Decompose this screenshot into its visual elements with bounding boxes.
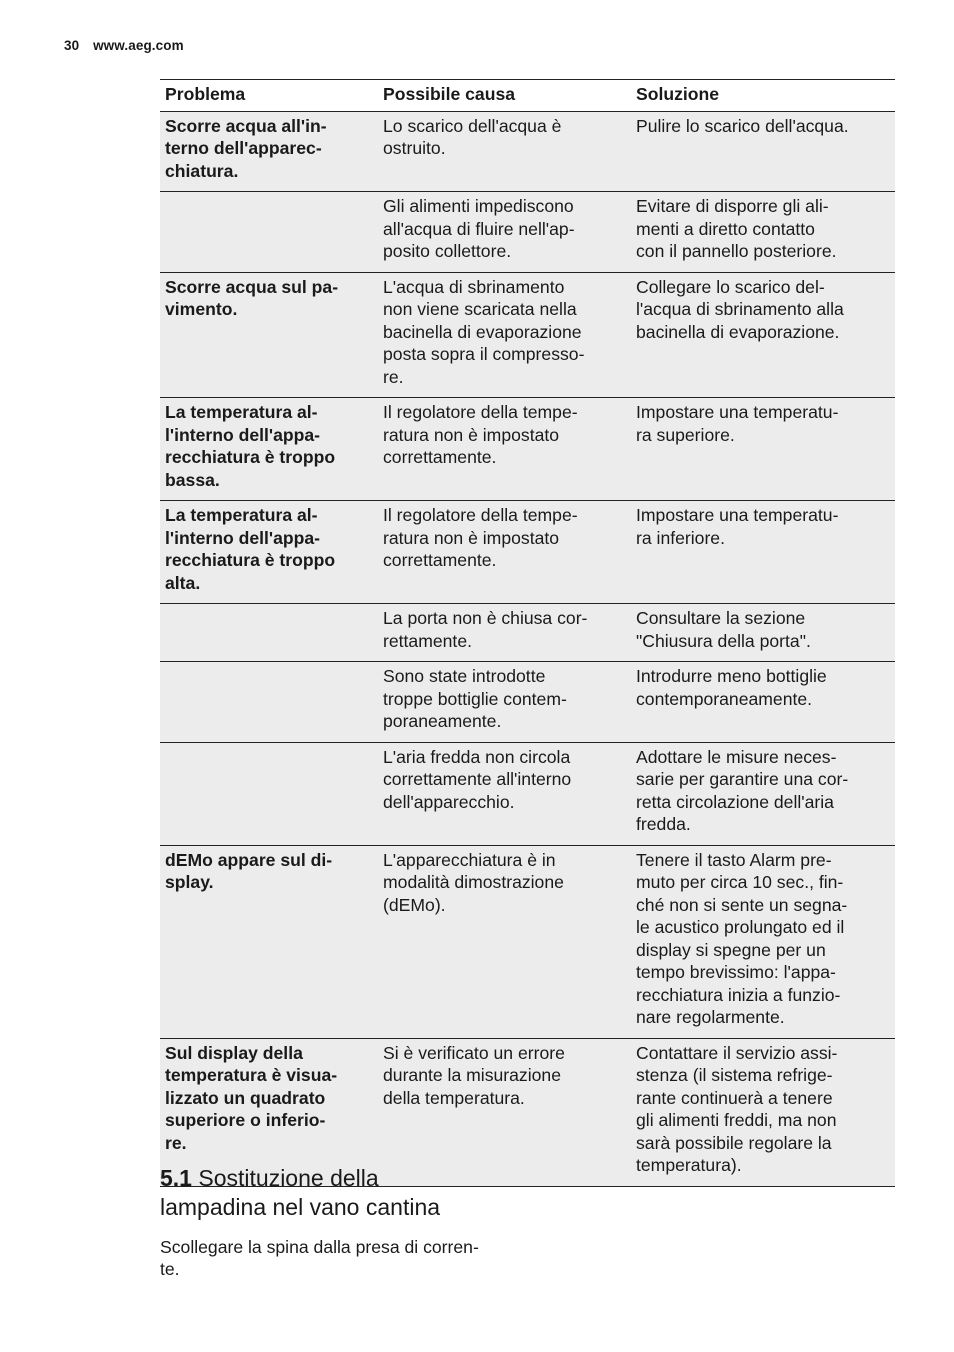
cell-problem: La temperatura al- l'interno dell'appa- recchiatura è troppo bassa. [160, 398, 378, 501]
cell-problem: Scorre acqua sul pa- vimento. [160, 272, 378, 398]
cell-solution: Contattare il servizio assi- stenza (il sistema refrige- rante continuerà a tenere gli alimenti freddi, ma non sarà possibile regolare la temperatura). [631, 1038, 895, 1186]
cell-solution: Pulire lo scarico dell'acqua. [631, 111, 895, 192]
column-header-cause: Possibile causa [378, 80, 631, 112]
table-row [160, 845, 895, 1038]
section-title-line2: lampadina nel vano cantina [160, 1194, 441, 1220]
cell-problem: Sul display della temperatura è visua- lizzato un quadrato superiore o inferio- re. [160, 1038, 378, 1186]
body-line-2: te. [160, 1259, 180, 1279]
cell-problem: Scorre acqua all'in- terno dell'apparec- chiatura. [160, 111, 378, 192]
cell-cause: L'acqua di sbrinamento non viene scaricata nella bacinella di evaporazione posta sopra il compresso- re. [378, 272, 631, 398]
table-header-row [160, 80, 895, 112]
cell-solution: Collegare lo scarico del- l'acqua di sbrinamento alla bacinella di evaporazione. [631, 272, 895, 398]
cell-problem [160, 662, 378, 743]
table-body [160, 111, 895, 1186]
cell-problem [160, 192, 378, 273]
troubleshooting-table [160, 79, 895, 1187]
table-row [160, 272, 895, 398]
table-row [160, 742, 895, 845]
table-row [160, 398, 895, 501]
page-number: 30 [64, 38, 80, 53]
body-line-1: Scollegare la spina dalla presa di corren- [160, 1237, 479, 1257]
section-body-text [160, 1236, 520, 1280]
cell-cause: Si è verificato un errore durante la misurazione della temperatura. [378, 1038, 631, 1186]
cell-cause: Gli alimenti impediscono all'acqua di fluire nell'ap- posito collettore. [378, 192, 631, 273]
cell-cause: Lo scarico dell'acqua è ostruito. [378, 111, 631, 192]
column-header-solution: Soluzione [631, 80, 895, 112]
cell-problem: La temperatura al- l'interno dell'appa- recchiatura è troppo alta. [160, 501, 378, 604]
table-row [160, 662, 895, 743]
table-row [160, 192, 895, 273]
section-number: 5.1 [160, 1165, 192, 1191]
cell-problem [160, 604, 378, 662]
cell-problem [160, 742, 378, 845]
website-link[interactable]: www.aeg.com [93, 38, 184, 53]
cell-solution: Adottare le misure neces- sarie per garantire una cor- retta circolazione dell'aria fredda. [631, 742, 895, 845]
cell-problem: dEMo appare sul di- splay. [160, 845, 378, 1038]
cell-cause: Il regolatore della tempe- ratura non è impostato correttamente. [378, 398, 631, 501]
cell-cause: L'aria fredda non circola correttamente all'interno dell'apparecchio. [378, 742, 631, 845]
cell-solution: Consultare la sezione "Chiusura della porta". [631, 604, 895, 662]
cell-solution: Impostare una temperatu- ra superiore. [631, 398, 895, 501]
cell-cause: Sono state introdotte troppe bottiglie contem- poraneamente. [378, 662, 631, 743]
cell-solution: Introdurre meno bottiglie contemporaneamente. [631, 662, 895, 743]
cell-solution: Evitare di disporre gli ali- menti a diretto contatto con il pannello posteriore. [631, 192, 895, 273]
table-row [160, 501, 895, 604]
cell-solution: Impostare una temperatu- ra inferiore. [631, 501, 895, 604]
table-row [160, 111, 895, 192]
cell-cause: La porta non è chiusa cor- rettamente. [378, 604, 631, 662]
cell-solution: Tenere il tasto Alarm pre- muto per circa 10 sec., fin- ché non si sente un segna- le acustico prolungato ed il display si spegne per un tempo brevissimo: l'appa- recchiatura inizia a funzio- nare regolarmente. [631, 845, 895, 1038]
column-header-problem: Problema [160, 80, 378, 112]
page-header [64, 38, 184, 53]
table-row [160, 604, 895, 662]
section-title-line1: Sostituzione della [198, 1165, 379, 1191]
cell-cause: L'apparecchiatura è in modalità dimostrazione (dEMo). [378, 845, 631, 1038]
section-heading [160, 1164, 580, 1222]
cell-cause: Il regolatore della tempe- ratura non è impostato correttamente. [378, 501, 631, 604]
